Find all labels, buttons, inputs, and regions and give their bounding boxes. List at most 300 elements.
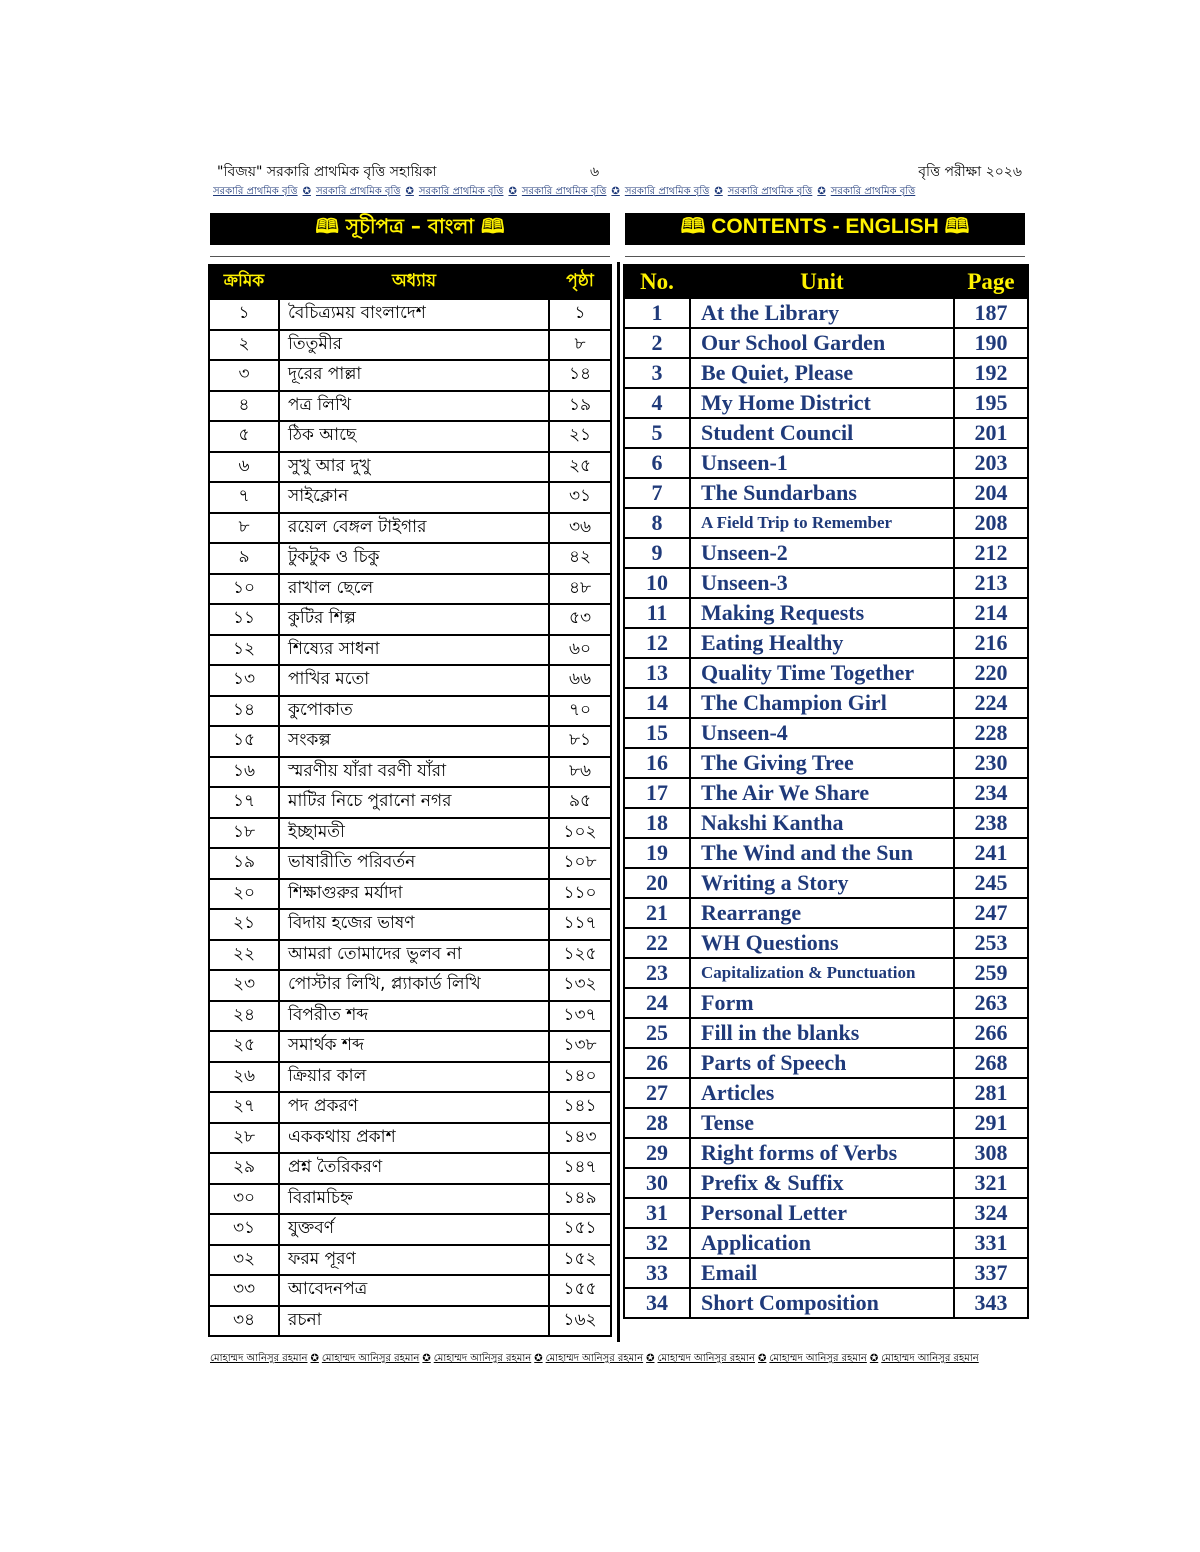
row-title: The Champion Girl [690, 688, 954, 718]
table-row [624, 508, 1028, 538]
table-row [209, 848, 611, 879]
star-separator-icon: ✪ [508, 186, 517, 197]
row-title: Application [690, 1228, 954, 1258]
table-row [624, 1228, 1028, 1258]
row-number: 31 [624, 1198, 690, 1228]
row-page: 291 [954, 1108, 1028, 1138]
table-row [209, 391, 611, 422]
row-title: Unseen-4 [690, 718, 954, 748]
row-title: Capitalization & Punctuation [690, 958, 954, 988]
row-number: ২৮ [209, 1123, 279, 1154]
table-row [624, 898, 1028, 928]
row-page: ১৫২ [549, 1245, 611, 1276]
row-page: 204 [954, 478, 1028, 508]
strip-text: মোহাম্মদ আনিসুর রহমান [657, 1353, 755, 1364]
row-number: ১৮ [209, 818, 279, 849]
table-row [209, 909, 611, 940]
row-page: 321 [954, 1168, 1028, 1198]
row-page: ৯৫ [549, 787, 611, 818]
star-separator-icon: ✪ [611, 186, 620, 197]
row-page: 241 [954, 838, 1028, 868]
row-number: ৬ [209, 452, 279, 483]
table-row [624, 808, 1028, 838]
row-title: Rearrange [690, 898, 954, 928]
row-title: সুখু আর দুখু [279, 452, 549, 483]
row-number: 8 [624, 508, 690, 538]
strip-text: সরকারি প্রাথমিক বৃত্তি [418, 186, 504, 197]
table-row [624, 778, 1028, 808]
row-number: ৩৩ [209, 1275, 279, 1306]
row-page: 253 [954, 928, 1028, 958]
table-row [624, 298, 1028, 328]
row-title: The Air We Share [690, 778, 954, 808]
table-row [624, 1168, 1028, 1198]
row-title: মাটির নিচে পুরানো নগর [279, 787, 549, 818]
footer-author-strip [210, 1351, 1025, 1368]
row-number: 29 [624, 1138, 690, 1168]
table-row [209, 940, 611, 971]
row-number: 13 [624, 658, 690, 688]
row-number: ৭ [209, 482, 279, 513]
row-number: 24 [624, 988, 690, 1018]
row-title: Be Quiet, Please [690, 358, 954, 388]
row-number: ৫ [209, 421, 279, 452]
row-page: 266 [954, 1018, 1028, 1048]
table-header-row [624, 265, 1028, 298]
row-page: ৬০ [549, 635, 611, 666]
star-separator-icon: ✪ [422, 1353, 431, 1364]
table-row [209, 1062, 611, 1093]
row-page: ১৫৫ [549, 1275, 611, 1306]
row-title: যুক্তবর্ণ [279, 1214, 549, 1245]
row-page: ৮১ [549, 726, 611, 757]
row-title: ইচ্ছামতী [279, 818, 549, 849]
row-title: স্মরণীয় যাঁরা বরণী যাঁরা [279, 757, 549, 788]
bangla-contents-table [208, 264, 612, 1337]
star-separator-icon: ✪ [534, 1353, 543, 1364]
row-number: 19 [624, 838, 690, 868]
table-row [209, 1214, 611, 1245]
row-page: ১৬২ [549, 1306, 611, 1337]
row-title: Form [690, 988, 954, 1018]
row-page: 238 [954, 808, 1028, 838]
table-row [209, 1092, 611, 1123]
table-row [209, 787, 611, 818]
table-row [209, 879, 611, 910]
row-page: ১৪৩ [549, 1123, 611, 1154]
row-number: ২৪ [209, 1001, 279, 1032]
row-number: ১৭ [209, 787, 279, 818]
row-number: ২৩ [209, 970, 279, 1001]
row-page: 192 [954, 358, 1028, 388]
star-separator-icon: ✪ [817, 186, 826, 197]
table-row [624, 1078, 1028, 1108]
table-row [624, 1018, 1028, 1048]
row-title: ক্রিয়ার কাল [279, 1062, 549, 1093]
row-title: Writing a Story [690, 868, 954, 898]
row-page: ১১৭ [549, 909, 611, 940]
row-page: 187 [954, 298, 1028, 328]
row-title: Right forms of Verbs [690, 1138, 954, 1168]
row-title: My Home District [690, 388, 954, 418]
table-row [624, 1138, 1028, 1168]
row-title: A Field Trip to Remember [690, 508, 954, 538]
row-page: ৩৬ [549, 513, 611, 544]
row-number: ৩১ [209, 1214, 279, 1245]
table-row [209, 604, 611, 635]
row-title: Unseen-1 [690, 448, 954, 478]
row-title: সমার্থক শব্দ [279, 1031, 549, 1062]
row-page: 201 [954, 418, 1028, 448]
table-row [624, 1198, 1028, 1228]
strip-text: সরকারি প্রাথমিক বৃত্তি [521, 186, 607, 197]
row-title: WH Questions [690, 928, 954, 958]
row-number: 11 [624, 598, 690, 628]
row-page: 331 [954, 1228, 1028, 1258]
row-title: Our School Garden [690, 328, 954, 358]
bangla-contents-banner: 🕮 সূচীপত্র – বাংলা 🕮 [210, 213, 610, 245]
table-row [209, 635, 611, 666]
star-separator-icon: ✪ [405, 186, 414, 197]
row-title: আমরা তোমাদের ভুলব না [279, 940, 549, 971]
row-number: 18 [624, 808, 690, 838]
header-book-title: "বিজয়" সরকারি প্রাথমিক বৃত্তি সহায়িকা [217, 164, 437, 180]
column-header-page: পৃষ্ঠা [549, 265, 611, 299]
table-row [209, 1153, 611, 1184]
table-row [209, 696, 611, 727]
row-number: ২৯ [209, 1153, 279, 1184]
star-separator-icon: ✪ [757, 1353, 767, 1364]
row-page: ৭০ [549, 696, 611, 727]
table-row [209, 1184, 611, 1215]
table-row [624, 628, 1028, 658]
star-separator-icon: ✪ [310, 1353, 319, 1364]
row-page: ১৩৮ [549, 1031, 611, 1062]
row-number: 2 [624, 328, 690, 358]
table-row [209, 757, 611, 788]
row-page: ১৪৯ [549, 1184, 611, 1215]
row-page: 213 [954, 568, 1028, 598]
row-page: 263 [954, 988, 1028, 1018]
row-title: পত্র লিখি [279, 391, 549, 422]
table-row [624, 598, 1028, 628]
row-page: 190 [954, 328, 1028, 358]
banner-rule [625, 256, 1025, 257]
row-number: ৮ [209, 513, 279, 544]
row-page: 216 [954, 628, 1028, 658]
row-title: Making Requests [690, 598, 954, 628]
row-title: আবেদনপত্র [279, 1275, 549, 1306]
row-title: কুপোকাত [279, 696, 549, 727]
row-number: 1 [624, 298, 690, 328]
row-number: 15 [624, 718, 690, 748]
row-number: ২৫ [209, 1031, 279, 1062]
row-title: প্রশ্ন তৈরিকরণ [279, 1153, 549, 1184]
row-page: ৩১ [549, 482, 611, 513]
row-page: 228 [954, 718, 1028, 748]
table-row [209, 482, 611, 513]
row-title: The Wind and the Sun [690, 838, 954, 868]
table-row [209, 299, 611, 330]
row-title: বৈচিত্র্যময় বাংলাদেশ [279, 299, 549, 330]
row-page: ১০৮ [549, 848, 611, 879]
english-contents-banner: 🕮 CONTENTS - ENGLISH 🕮 [625, 213, 1025, 245]
row-title: বিদায় হজের ভাষণ [279, 909, 549, 940]
table-row [209, 452, 611, 483]
row-page: ১১০ [549, 879, 611, 910]
row-title: রয়েল বেঙ্গল টাইগার [279, 513, 549, 544]
row-page: 259 [954, 958, 1028, 988]
row-page: ৮ [549, 330, 611, 361]
table-row [624, 688, 1028, 718]
row-title: Parts of Speech [690, 1048, 954, 1078]
row-page: ১ [549, 299, 611, 330]
table-row [209, 1123, 611, 1154]
row-number: ২৬ [209, 1062, 279, 1093]
table-row [624, 658, 1028, 688]
row-number: ৩৪ [209, 1306, 279, 1337]
row-number: ২ [209, 330, 279, 361]
row-title: বিরামচিহ্ন [279, 1184, 549, 1215]
row-number: ৯ [209, 543, 279, 574]
row-number: 33 [624, 1258, 690, 1288]
table-row [624, 958, 1028, 988]
table-row [209, 818, 611, 849]
row-page: ১৪০ [549, 1062, 611, 1093]
row-title: রাখাল ছেলে [279, 574, 549, 605]
row-page: 220 [954, 658, 1028, 688]
table-row [624, 448, 1028, 478]
star-separator-icon: ✪ [302, 186, 311, 197]
banner-rule [210, 256, 610, 257]
row-title: Nakshi Kantha [690, 808, 954, 838]
row-page: ১৪ [549, 360, 611, 391]
table-row [624, 478, 1028, 508]
row-number: 20 [624, 868, 690, 898]
star-separator-icon: ✪ [714, 186, 723, 197]
row-title: Quality Time Together [690, 658, 954, 688]
row-number: ১৩ [209, 665, 279, 696]
table-row [209, 1245, 611, 1276]
row-number: 27 [624, 1078, 690, 1108]
row-title: দূরের পাল্লা [279, 360, 549, 391]
table-row [209, 513, 611, 544]
row-number: 5 [624, 418, 690, 448]
row-number: 34 [624, 1288, 690, 1318]
row-number: ১৪ [209, 696, 279, 727]
table-row [209, 665, 611, 696]
header-repeat-strip [213, 184, 1023, 201]
table-row [624, 748, 1028, 778]
row-number: 4 [624, 388, 690, 418]
table-row [624, 358, 1028, 388]
row-number: ১৬ [209, 757, 279, 788]
table-row [209, 1306, 611, 1337]
row-page: ৪৮ [549, 574, 611, 605]
row-number: ৩ [209, 360, 279, 391]
row-number: 9 [624, 538, 690, 568]
table-row [209, 970, 611, 1001]
row-number: 6 [624, 448, 690, 478]
row-title: Short Composition [690, 1288, 954, 1318]
row-page: ৫৩ [549, 604, 611, 635]
row-title: Articles [690, 1078, 954, 1108]
row-number: ৪ [209, 391, 279, 422]
row-page: ৬৬ [549, 665, 611, 696]
row-number: ১৯ [209, 848, 279, 879]
row-number: 28 [624, 1108, 690, 1138]
row-number: 21 [624, 898, 690, 928]
row-page: ১৪৭ [549, 1153, 611, 1184]
table-row [209, 330, 611, 361]
table-row [624, 328, 1028, 358]
row-number: 25 [624, 1018, 690, 1048]
table-row [209, 1031, 611, 1062]
row-number: ২২ [209, 940, 279, 971]
table-row [209, 543, 611, 574]
table-row [624, 1288, 1028, 1318]
table-header-row [209, 265, 611, 299]
strip-text: সরকারি প্রাথমিক বৃত্তি [830, 186, 916, 197]
row-page: ২৫ [549, 452, 611, 483]
table-row [624, 1108, 1028, 1138]
row-title: Email [690, 1258, 954, 1288]
table-row [624, 838, 1028, 868]
table-row [624, 388, 1028, 418]
table-row [624, 538, 1028, 568]
row-page: ১০২ [549, 818, 611, 849]
row-number: 23 [624, 958, 690, 988]
row-title: At the Library [690, 298, 954, 328]
row-page: 234 [954, 778, 1028, 808]
strip-text: সরকারি প্রাথমিক বৃত্তি [624, 186, 710, 197]
row-number: 26 [624, 1048, 690, 1078]
table-row [624, 418, 1028, 448]
star-separator-icon: ✪ [869, 1353, 879, 1364]
table-row [209, 1001, 611, 1032]
row-page: 343 [954, 1288, 1028, 1318]
row-number: 32 [624, 1228, 690, 1258]
column-header-chapter: অধ্যায় [279, 265, 549, 299]
row-title: রচনা [279, 1306, 549, 1337]
column-divider [617, 262, 620, 1342]
table-row [209, 421, 611, 452]
row-title: পোস্টার লিখি, প্ল্যাকার্ড লিখি [279, 970, 549, 1001]
strip-text: মোহাম্মদ আনিসুর রহমান [210, 1353, 308, 1364]
strip-text: মোহাম্মদ আনিসুর রহমান [433, 1353, 532, 1364]
row-page: ১৩২ [549, 970, 611, 1001]
row-page: ১২৫ [549, 940, 611, 971]
row-page: 324 [954, 1198, 1028, 1228]
row-number: ১০ [209, 574, 279, 605]
strip-text: মোহাম্মদ আনিসুর রহমান [321, 1353, 420, 1364]
row-page: ১৪১ [549, 1092, 611, 1123]
row-title: সাইক্লোন [279, 482, 549, 513]
row-title: ফরম পূরণ [279, 1245, 549, 1276]
star-separator-icon: ✪ [646, 1353, 655, 1364]
table-row [624, 1048, 1028, 1078]
row-title: তিতুমীর [279, 330, 549, 361]
row-title: Eating Healthy [690, 628, 954, 658]
row-page: 308 [954, 1138, 1028, 1168]
row-number: ১৫ [209, 726, 279, 757]
row-number: ১ [209, 299, 279, 330]
row-page: 268 [954, 1048, 1028, 1078]
row-title: পদ প্রকরণ [279, 1092, 549, 1123]
row-number: ৩০ [209, 1184, 279, 1215]
row-page: 245 [954, 868, 1028, 898]
row-page: 281 [954, 1078, 1028, 1108]
row-page: 203 [954, 448, 1028, 478]
row-number: 16 [624, 748, 690, 778]
page-number: ৬ [590, 164, 600, 180]
row-page: ১৩৭ [549, 1001, 611, 1032]
row-number: 12 [624, 628, 690, 658]
table-row [209, 1275, 611, 1306]
strip-text: মোহাম্মদ আনিসুর রহমান [545, 1353, 644, 1364]
row-title: Tense [690, 1108, 954, 1138]
english-contents-table [623, 264, 1029, 1319]
row-title: Unseen-3 [690, 568, 954, 598]
row-number: 30 [624, 1168, 690, 1198]
row-page: ১৯ [549, 391, 611, 422]
row-title: Student Council [690, 418, 954, 448]
row-title: কুটির শিল্প [279, 604, 549, 635]
row-title: শিক্ষাগুরুর মর্যাদা [279, 879, 549, 910]
table-row [209, 574, 611, 605]
row-title: Prefix & Suffix [690, 1168, 954, 1198]
column-header-unit: Unit [690, 265, 954, 298]
row-number: 14 [624, 688, 690, 718]
row-page: 195 [954, 388, 1028, 418]
row-page: 224 [954, 688, 1028, 718]
column-header-number: No. [624, 265, 690, 298]
row-number: ৩২ [209, 1245, 279, 1276]
row-title: বিপরীত শব্দ [279, 1001, 549, 1032]
row-page: 214 [954, 598, 1028, 628]
row-page: ২১ [549, 421, 611, 452]
row-number: 17 [624, 778, 690, 808]
row-title: Personal Letter [690, 1198, 954, 1228]
strip-text: সরকারি প্রাথমিক বৃত্তি [213, 186, 298, 197]
header-exam-title: বৃত্তি পরীক্ষা ২০২৬ [918, 164, 1022, 180]
row-number: 22 [624, 928, 690, 958]
table-row [624, 1258, 1028, 1288]
row-page: 247 [954, 898, 1028, 928]
row-page: ৪২ [549, 543, 611, 574]
row-title: Fill in the blanks [690, 1018, 954, 1048]
row-title: The Giving Tree [690, 748, 954, 778]
row-number: ২০ [209, 879, 279, 910]
table-row [624, 568, 1028, 598]
table-row [624, 868, 1028, 898]
row-title: শিষ্যের সাধনা [279, 635, 549, 666]
row-number: ২৭ [209, 1092, 279, 1123]
row-title: এককথায় প্রকাশ [279, 1123, 549, 1154]
row-number: ১২ [209, 635, 279, 666]
row-page: 230 [954, 748, 1028, 778]
row-number: 7 [624, 478, 690, 508]
row-page: 208 [954, 508, 1028, 538]
row-title: Unseen-2 [690, 538, 954, 568]
row-number: ১১ [209, 604, 279, 635]
row-title: ভাষারীতি পরিবর্তন [279, 848, 549, 879]
row-title: পাখির মতো [279, 665, 549, 696]
table-row [624, 928, 1028, 958]
row-title: টুকটুক ও চিকু [279, 543, 549, 574]
table-row [624, 718, 1028, 748]
table-row [209, 726, 611, 757]
